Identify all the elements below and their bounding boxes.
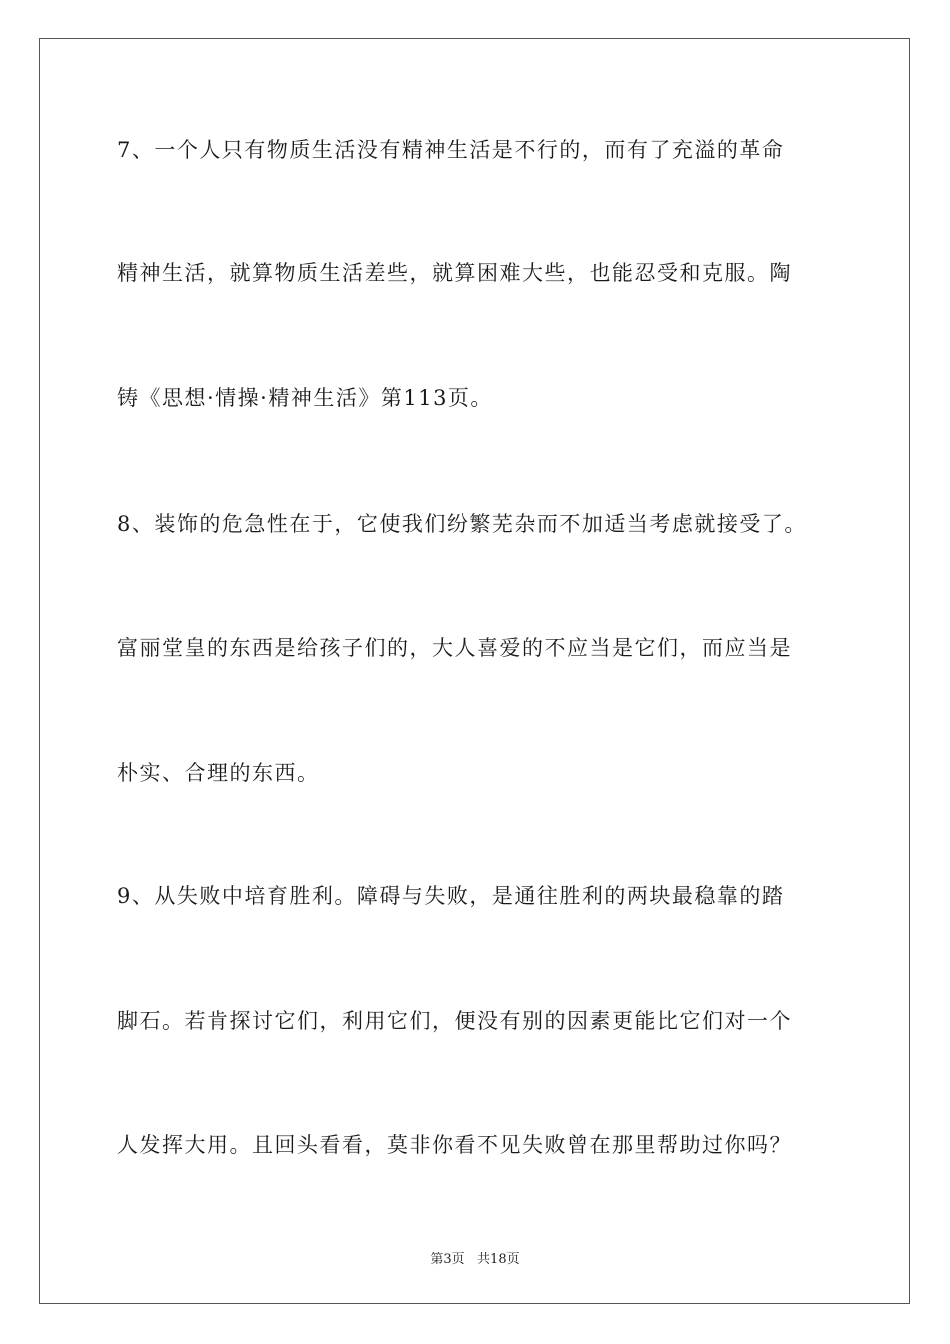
text-line: 脚石。若肯探讨它们，利用它们，便没有别的因素更能比它们对一个: [117, 1009, 792, 1033]
text-line: 铸《思想·情操·精神生活》第113页。: [117, 386, 493, 410]
text-line: 富丽堂皇的东西是给孩子们的，大人喜爱的不应当是它们，而应当是: [117, 636, 792, 660]
text-line: 人发挥大用。且回头看看，莫非你看不见失败曾在那里帮助过你吗？: [117, 1133, 792, 1157]
page-border: [39, 38, 910, 1304]
text-line: 7、一个人只有物质生活没有精神生活是不行的，而有了充溢的革命: [117, 138, 785, 162]
text-line: 9、从失败中培育胜利。障碍与失败，是通往胜利的两块最稳靠的踏: [117, 884, 785, 908]
text-line: 朴实、合理的东西。: [117, 761, 320, 785]
page-number-footer: 第3页 共18页: [430, 1252, 520, 1267]
text-line: 8、装饰的危急性在于，它使我们纷繁芜杂而不加适当考虑就接受了。: [117, 512, 807, 536]
text-line: 精神生活，就算物质生活差些，就算困难大些，也能忍受和克服。陶: [117, 261, 792, 285]
